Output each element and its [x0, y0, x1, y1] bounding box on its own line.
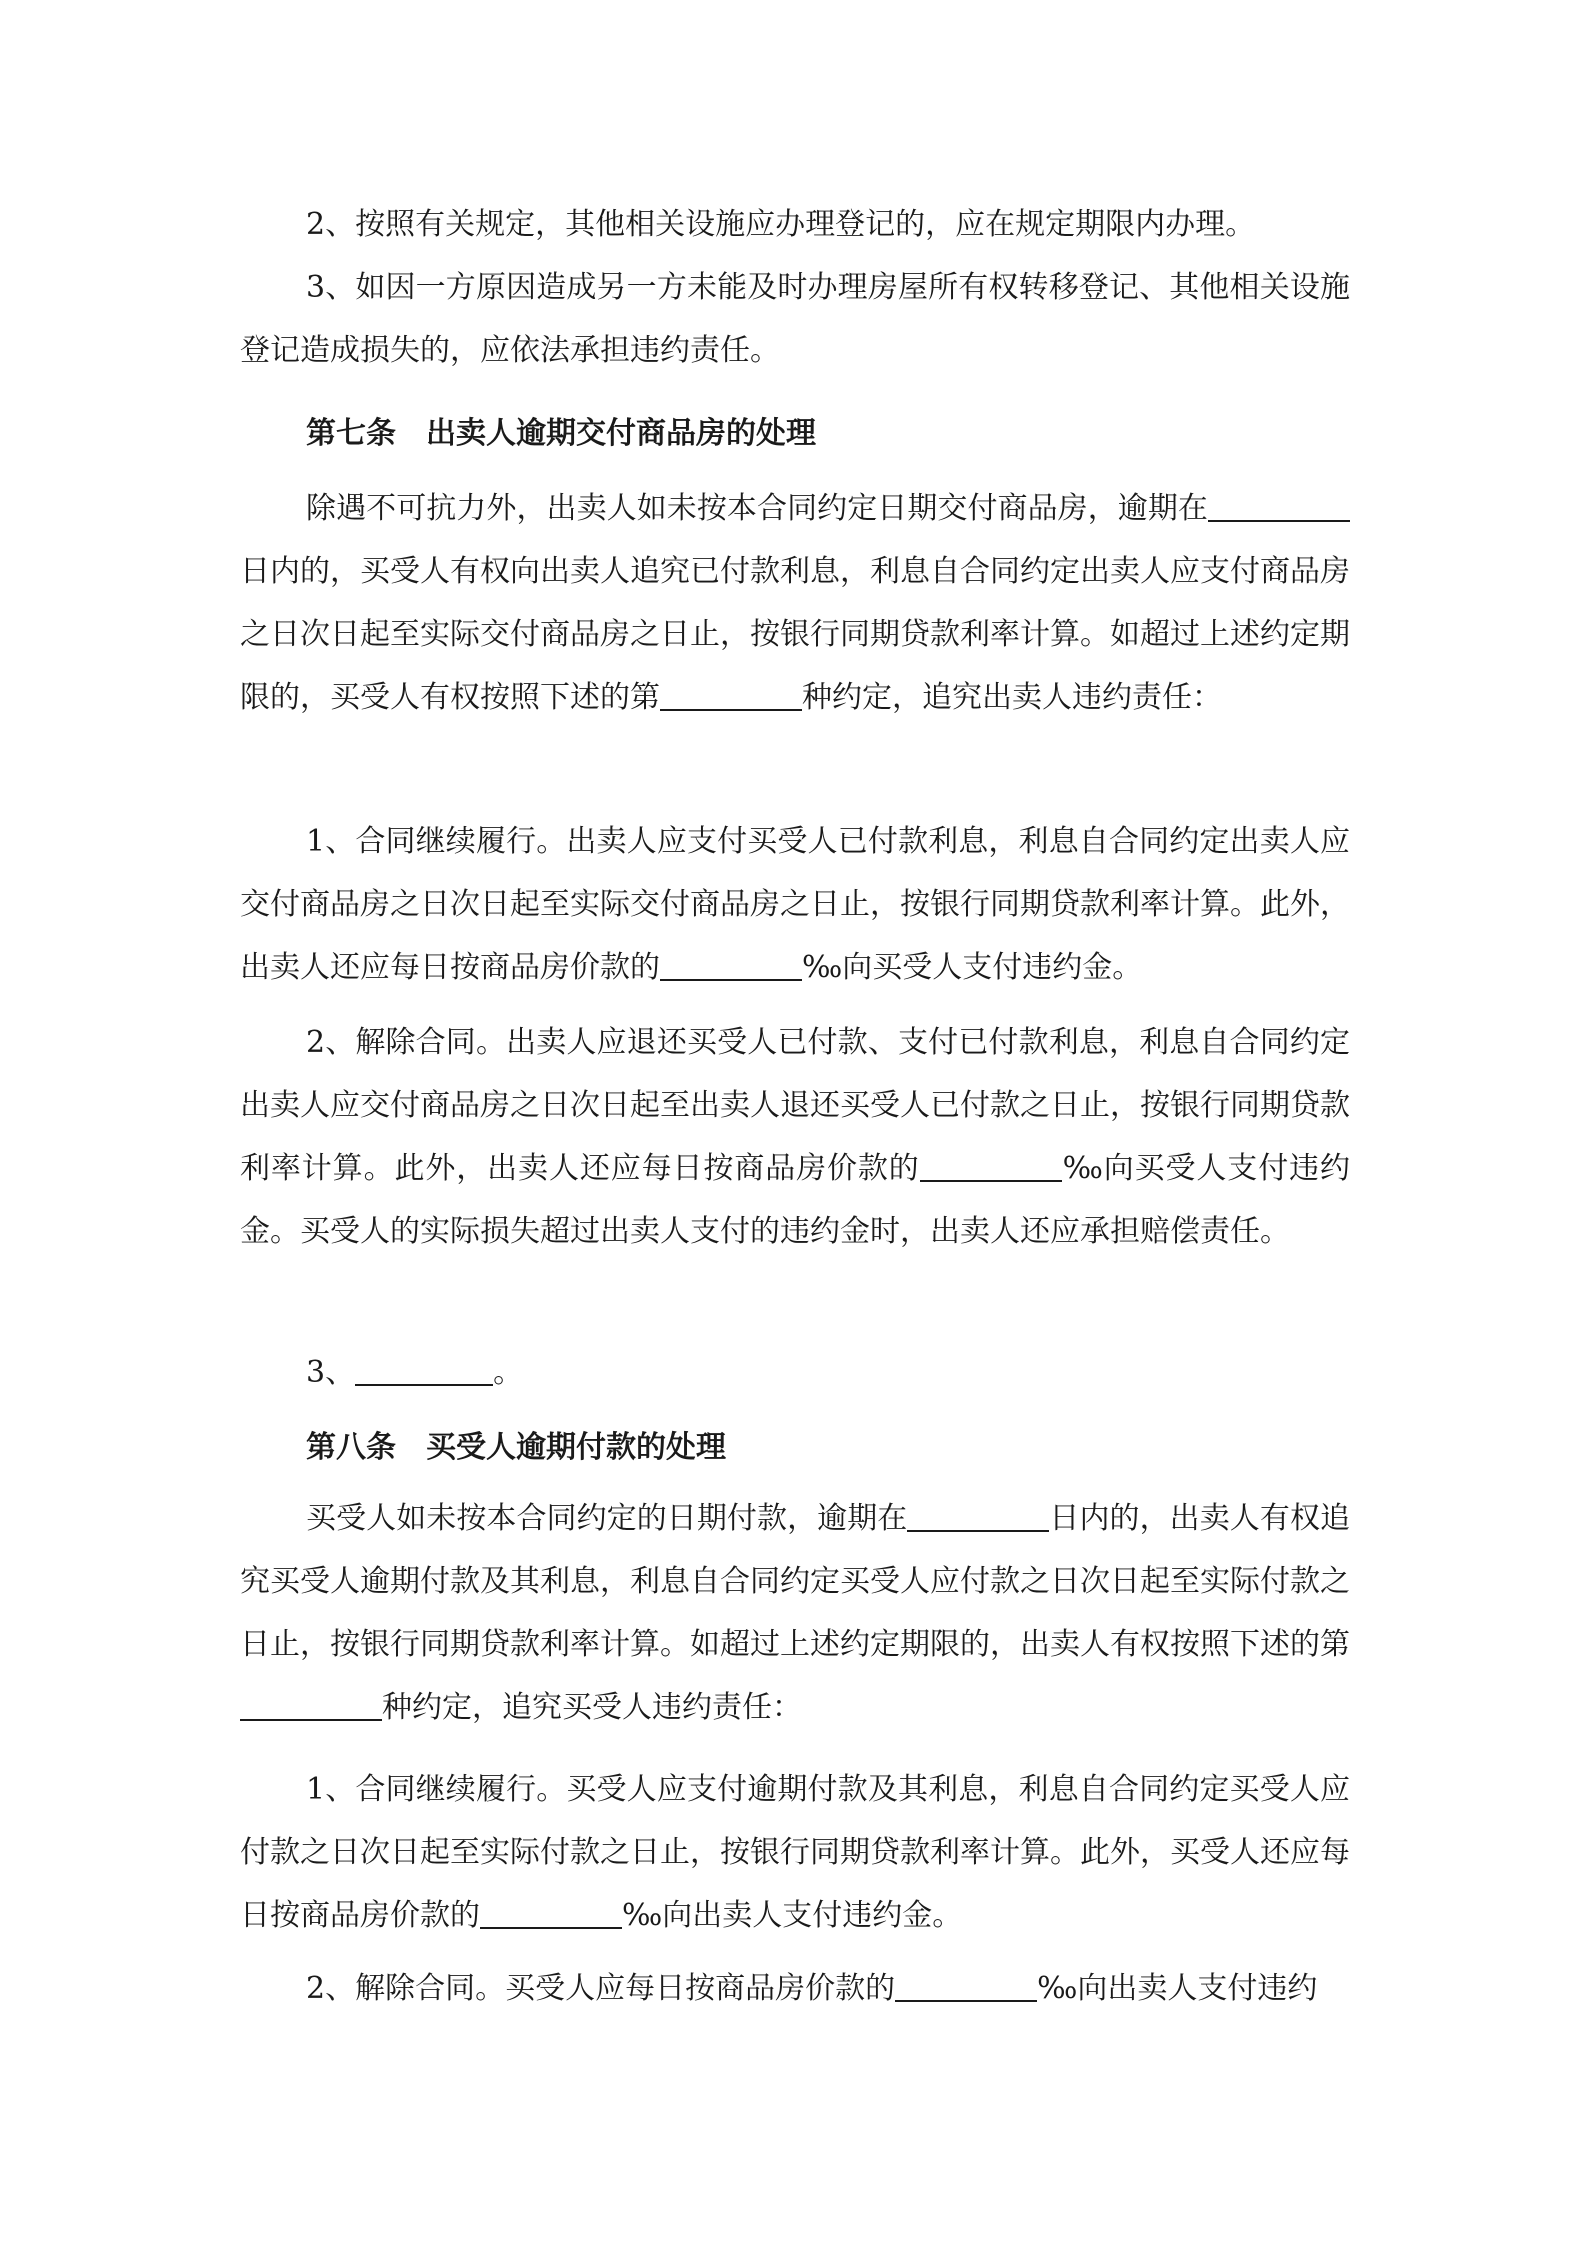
article8-intro — [240, 1487, 1350, 1739]
text-run: 1、合同继续履行。买受人应支付逾期付款及其利息，利息自合同约定买受人应付款之日次日起至实际付款之日止，按银行同期贷款利率计算。此外，买受人还应每日按商品房价款的 — [240, 1772, 1350, 1933]
text-run: 2、解除合同。买受人应每日按商品房价款的 — [306, 1971, 896, 2006]
paragraph-s6-item3: 3、如因一方原因造成另一方未能及时办理房屋所有权转移登记、其他相关设施登记造成损失的，应依法承担违约责任。 — [240, 270, 1350, 368]
text-run: ‰向出卖人支付违约金。 — [622, 1898, 963, 1933]
text-run: ‰向出卖人支付违约 — [1037, 1971, 1318, 2006]
article7-heading: 第七条 出卖人逾期交付商品房的处理 — [306, 416, 816, 451]
paragraph-s6-item2: 2、按照有关规定，其他相关设施应办理登记的，应在规定期限内办理。 — [306, 207, 1256, 242]
article8-item1 — [240, 1758, 1350, 1947]
text-run: 。 — [493, 1355, 524, 1390]
fill-blank-other[interactable] — [355, 1354, 493, 1386]
fill-blank-option[interactable] — [660, 679, 802, 711]
fill-blank-days[interactable] — [907, 1500, 1049, 1532]
text-run: 1、合同继续履行。出卖人应支付买受人已付款利息，利息自合同约定出卖人应交付商品房之日次日起至实际交付商品房之日止，按银行同期贷款利率计算。此外，出卖人还应每日按商品房价款的 — [240, 824, 1350, 985]
text-run: 日内的，出卖人有权追究买受人逾期付款及其利息，利息自合同约定买受人应付款之日次日起至实际付款之日止，按银行同期贷款利率计算。如超过上述约定期限的，出卖人有权按照下述的第 — [240, 1501, 1351, 1662]
text-run: 买受人如未按本合同约定的日期付款，逾期在 — [306, 1501, 908, 1536]
article7-item3 — [240, 1341, 1350, 1404]
fill-blank-permille[interactable] — [480, 1897, 622, 1929]
article7-intro — [240, 477, 1350, 729]
fill-blank-permille[interactable] — [660, 949, 802, 981]
article8-heading: 第八条 买受人逾期付款的处理 — [306, 1430, 726, 1465]
text-run: 日内的，买受人有权向出卖人追究已付款利息，利息自合同约定出卖人应支付商品房之日次日起至实际交付商品房之日止，按银行同期贷款利率计算。如超过上述约定期限的，买受人有权按照下述的第 — [240, 554, 1350, 715]
fill-blank-days[interactable] — [1208, 490, 1350, 522]
article7-item1 — [240, 810, 1350, 999]
text-run: 种约定，追究买受人违约责任： — [382, 1690, 802, 1725]
fill-blank-permille[interactable] — [920, 1150, 1062, 1182]
text-run: ‰向买受人支付违约金。买受人的实际损失超过出卖人支付的违约金时，出卖人还应承担赔偿责任。 — [240, 1151, 1350, 1249]
text-run: 除遇不可抗力外，出卖人如未按本合同约定日期交付商品房，逾期在 — [306, 491, 1208, 526]
fill-blank-option[interactable] — [240, 1689, 382, 1721]
text-run: ‰向买受人支付违约金。 — [802, 950, 1143, 985]
text-run: 种约定，追究出卖人违约责任： — [802, 680, 1222, 715]
fill-blank-permille[interactable] — [895, 1970, 1037, 2002]
article8-item2 — [240, 1957, 1350, 2020]
article7-item2 — [240, 1011, 1350, 1263]
text-run: 2、解除合同。出卖人应退还买受人已付款、支付已付款利息，利息自合同约定出卖人应交付商品房之日次日起至出卖人退还买受人已付款之日止，按银行同期贷款利率计算。此外，出卖人还应每日按商品房价款的 — [240, 1025, 1350, 1186]
text-run: 3、 — [306, 1355, 356, 1390]
